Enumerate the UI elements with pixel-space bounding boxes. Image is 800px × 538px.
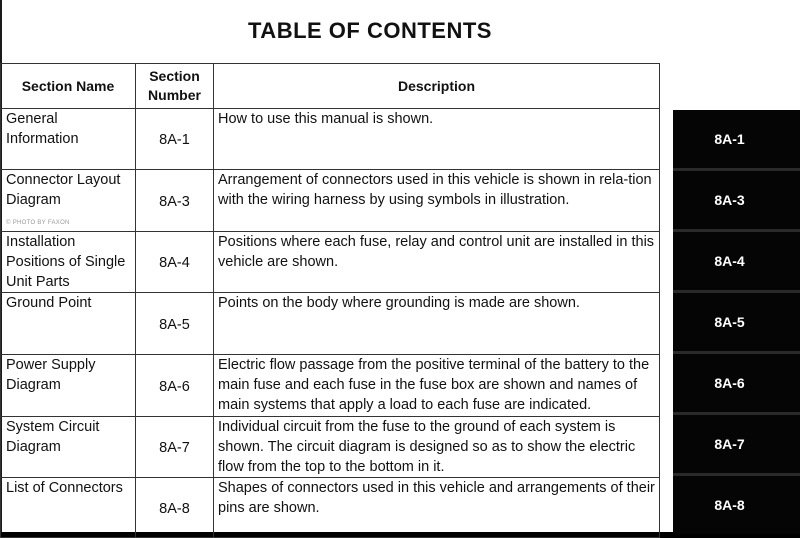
tab-label: 8A-3 [714, 192, 745, 208]
tab-8a-3[interactable] [673, 171, 800, 229]
table-row [1, 170, 660, 232]
section-description: Electric flow passage from the positive terminal of the battery to the main fuse and each fuse in the fuse box are shown and names of main systems that apply a load to each fuse are indicated. [214, 355, 660, 417]
tab-label: 8A-6 [714, 375, 745, 391]
watermark: © PHOTO BY FAXON [6, 220, 70, 226]
section-name: System Circuit Diagram [1, 417, 136, 478]
header-description: Description [214, 64, 660, 109]
table-row [1, 232, 660, 293]
section-description: How to use this manual is shown. [214, 109, 660, 170]
section-tabs [673, 110, 800, 532]
header-section-number: Section Number [136, 64, 214, 109]
tab-8a-5[interactable] [673, 293, 800, 351]
section-name: Connector Layout Diagram [1, 170, 136, 232]
section-description: Points on the body where grounding is made are shown. [214, 293, 660, 355]
table-row [1, 293, 660, 355]
section-name: Ground Point [1, 293, 136, 355]
tab-8a-8[interactable] [673, 476, 800, 534]
tab-label: 8A-8 [714, 497, 745, 513]
tab-label: 8A-5 [714, 314, 745, 330]
table-row [1, 478, 660, 538]
section-number: 8A-6 [136, 355, 214, 417]
tab-8a-6[interactable] [673, 354, 800, 412]
section-number: 8A-5 [136, 293, 214, 355]
section-number: 8A-1 [136, 109, 214, 170]
table-row [1, 417, 660, 478]
tab-label: 8A-7 [714, 436, 745, 452]
section-description: Arrangement of connectors used in this vehicle is shown in rela-tion with the wiring harness by using symbols in illustration. [214, 170, 660, 232]
tab-8a-4[interactable] [673, 232, 800, 290]
section-number: 8A-7 [136, 417, 214, 478]
section-name: Power Supply Diagram [1, 355, 136, 417]
section-name: Installation Positions of Single Unit Parts [1, 232, 136, 293]
section-number: 8A-3 [136, 170, 214, 232]
tab-8a-7[interactable] [673, 415, 800, 473]
tab-label: 8A-4 [714, 253, 745, 269]
section-description: Individual circuit from the fuse to the ground of each system is shown. The circuit diagram is designed so as to show the electric flow from the top to the bottom in it. [214, 417, 660, 478]
section-description: Positions where each fuse, relay and control unit are installed in this vehicle are shown. [214, 232, 660, 293]
tab-label: 8A-1 [714, 131, 745, 147]
section-number: 8A-4 [136, 232, 214, 293]
contents-table [0, 63, 660, 538]
table-header-row [1, 64, 660, 109]
tab-8a-1[interactable] [673, 110, 800, 168]
section-description: Shapes of connectors used in this vehicle and arrangements of their pins are shown. [214, 478, 660, 538]
section-name: General Information [1, 109, 136, 170]
section-name: List of Connectors [1, 478, 136, 538]
table-row [1, 355, 660, 417]
section-number: 8A-8 [136, 478, 214, 538]
header-section-name: Section Name [1, 64, 136, 109]
table-row [1, 109, 660, 170]
page-title: TABLE OF CONTENTS [248, 18, 492, 43]
